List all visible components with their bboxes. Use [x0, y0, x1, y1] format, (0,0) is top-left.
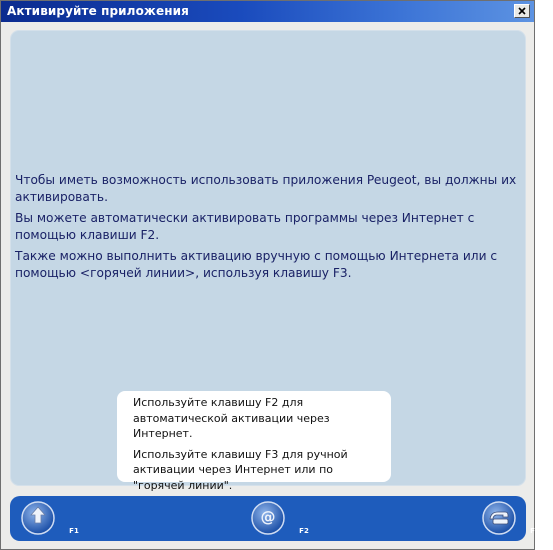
window-title: Активируйте приложения: [7, 4, 189, 18]
at-sign-icon: [250, 500, 286, 536]
hand-phone-icon: [481, 500, 517, 536]
f2-button[interactable]: [250, 500, 309, 536]
title-bar[interactable]: [1, 1, 534, 22]
message-paragraph: Чтобы иметь возможность использовать приложения Peugeot, вы должны их активировать.: [15, 173, 517, 204]
f3-button[interactable]: [481, 500, 540, 536]
footer-toolbar: [10, 496, 540, 541]
f1-button[interactable]: [20, 500, 79, 536]
svg-text:@: @: [260, 508, 276, 526]
f2-label: F2: [299, 527, 309, 535]
close-icon: [518, 7, 526, 15]
activation-message: [15, 172, 520, 286]
hint-f2: Используйте клавишу F2 для автоматической активации через Интернет.: [133, 396, 330, 440]
message-paragraph: Также можно выполнить активацию вручную с помощью Интернета или с помощью <горячей линии>, используя клавишу F3.: [15, 249, 498, 280]
f3-label: F3: [530, 527, 540, 535]
f1-label: F1: [69, 527, 79, 535]
up-arrow-icon: [20, 500, 56, 536]
hint-f3: Используйте клавишу F3 для ручной активации через Интернет или по "горячей линии".: [133, 447, 348, 492]
hint-box: [117, 391, 391, 492]
close-button[interactable]: [514, 4, 530, 18]
message-paragraph: Вы можете автоматически активировать программы через Интернет с помощью клавиши F2.: [15, 211, 475, 242]
